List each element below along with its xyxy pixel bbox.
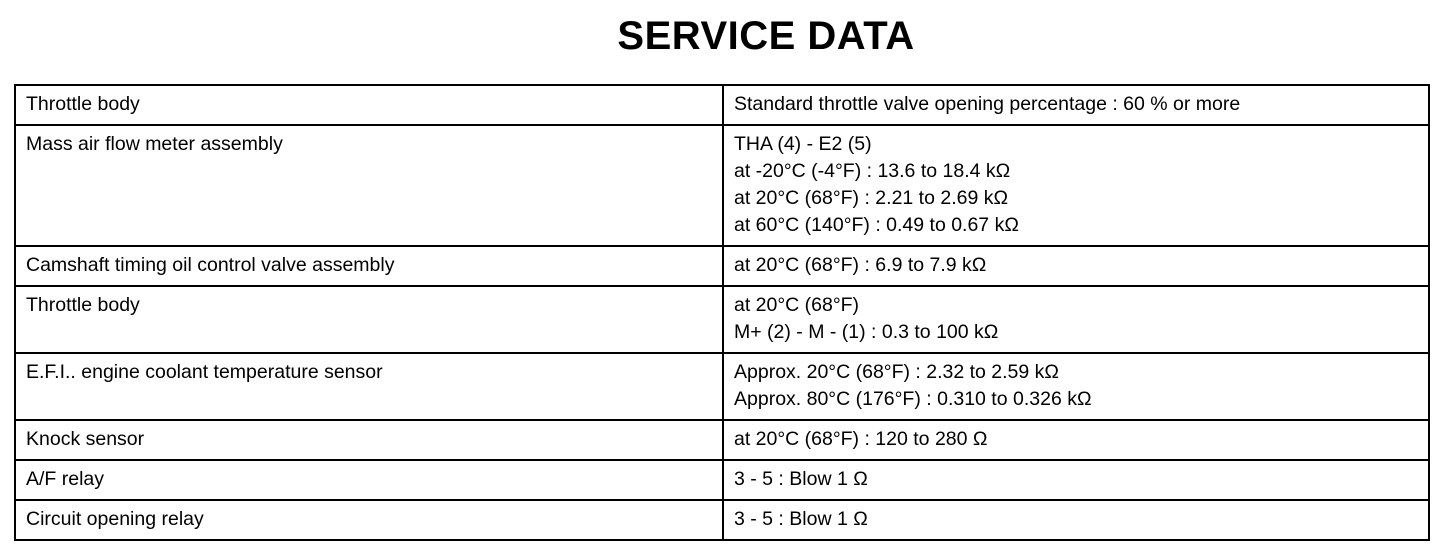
table-row (15, 125, 1429, 246)
service-data-table (14, 84, 1430, 541)
component-name-cell: Throttle body (15, 85, 723, 125)
specification-cell (723, 460, 1429, 500)
specification-line: M+ (2) - M - (1) : 0.3 to 100 kΩ (734, 321, 999, 343)
component-name-cell: Camshaft timing oil control valve assembly (15, 246, 723, 286)
specification-line: at -20°C (-4°F) : 13.6 to 18.4 kΩ (734, 160, 1011, 182)
page-title: SERVICE DATA (617, 14, 915, 58)
component-name-cell: Mass air flow meter assembly (15, 125, 723, 246)
specification-line: THA (4) - E2 (5) (734, 133, 872, 155)
specification-cell (723, 286, 1429, 353)
specification-line: at 60°C (140°F) : 0.49 to 0.67 kΩ (734, 214, 1019, 236)
table-row (15, 353, 1429, 420)
specification-line: at 20°C (68°F) : 2.21 to 2.69 kΩ (734, 187, 1009, 209)
specification-cell (723, 420, 1429, 460)
table-row (15, 460, 1429, 500)
specification-line: Standard throttle valve opening percentage : 60 % or more (734, 93, 1241, 115)
specification-cell (723, 125, 1429, 246)
specification-line: 3 - 5 : Blow 1 Ω (734, 508, 868, 530)
component-name-cell: A/F relay (15, 460, 723, 500)
table-row (15, 246, 1429, 286)
component-name-cell: Circuit opening relay (15, 500, 723, 540)
component-name-cell: Knock sensor (15, 420, 723, 460)
component-name-cell: Throttle body (15, 286, 723, 353)
specification-cell (723, 246, 1429, 286)
specification-line: at 20°C (68°F) : 120 to 280 Ω (734, 428, 988, 450)
specification-line: at 20°C (68°F) : 6.9 to 7.9 kΩ (734, 254, 987, 276)
component-name-cell: E.F.I.. engine coolant temperature sensor (15, 353, 723, 420)
service-data-table-body (15, 85, 1429, 540)
table-row (15, 500, 1429, 540)
table-row (15, 85, 1429, 125)
table-row (15, 420, 1429, 460)
specification-line: 3 - 5 : Blow 1 Ω (734, 468, 868, 490)
specification-line: Approx. 80°C (176°F) : 0.310 to 0.326 kΩ (734, 388, 1092, 410)
table-row (15, 286, 1429, 353)
specification-cell (723, 85, 1429, 125)
specification-cell (723, 500, 1429, 540)
specification-line: Approx. 20°C (68°F) : 2.32 to 2.59 kΩ (734, 361, 1059, 383)
specification-line: at 20°C (68°F) (734, 294, 860, 316)
specification-cell (723, 353, 1429, 420)
